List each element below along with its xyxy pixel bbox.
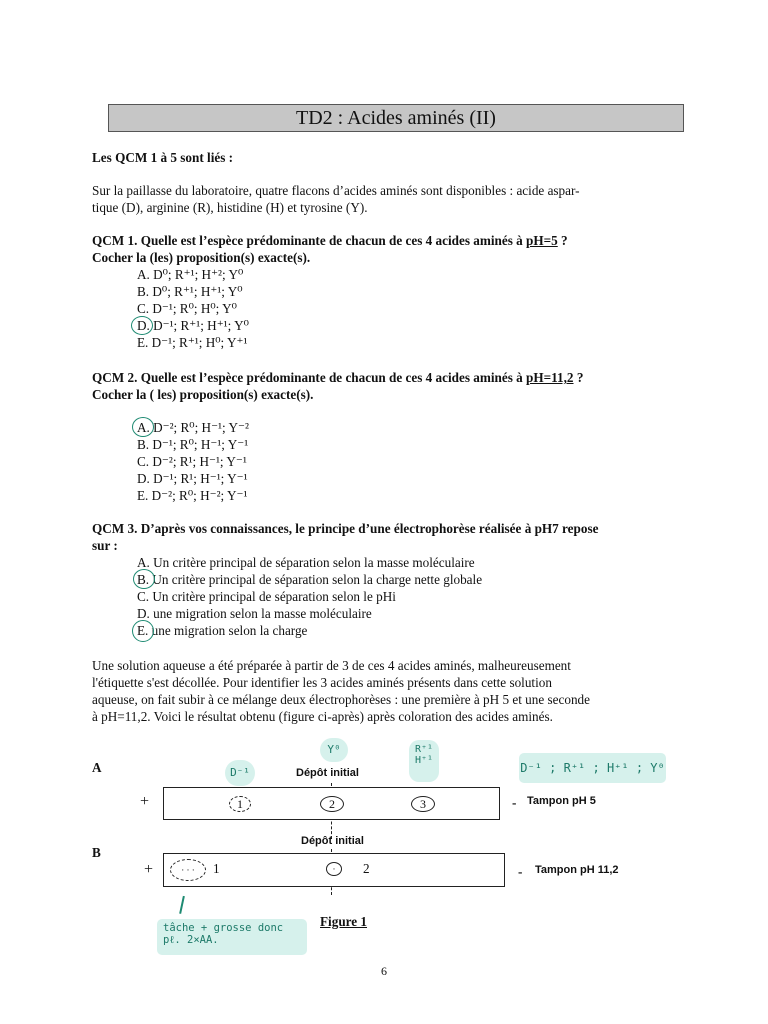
qcm3-question-line2: sur : bbox=[92, 538, 118, 553]
gel-b-buffer: Tampon pH 11,2 bbox=[535, 864, 619, 876]
annot-h: H⁺¹ bbox=[414, 755, 434, 766]
qcm3-question-line1: QCM 3. D’après vos connaissances, le principe d’une électrophorèse réalisée à pH7 repose bbox=[92, 521, 599, 536]
gel-b-label: B bbox=[92, 845, 101, 860]
gel-a-plus: + bbox=[140, 793, 150, 810]
qcm1-option-d[interactable]: D. D⁻¹; R⁺¹; H⁺¹; Y⁰ bbox=[137, 318, 249, 333]
qcm3-option-c[interactable]: C. Un critère principal de séparation selon le pHi bbox=[137, 589, 396, 604]
page-title: TD2 : Acides aminés (II) bbox=[108, 104, 684, 132]
solution-line4: à pH=11,2. Voici le résultat obtenu (figure ci-après) après coloration des acides aminés. bbox=[92, 709, 553, 724]
annot-arrow bbox=[179, 896, 186, 914]
qcm3-option-a[interactable]: A. Un critère principal de séparation selon la masse moléculaire bbox=[137, 555, 475, 570]
qcm3-option-b[interactable]: B. Un critère principal de séparation selon la charge nette globale bbox=[137, 572, 483, 587]
qcm2-instruction: Cocher la ( les) proposition(s) exacte(s). bbox=[92, 387, 314, 402]
qcm2-question-end: ? bbox=[573, 370, 584, 385]
solution-line2: l'étiquette s'est décollée. Pour identifier les 3 acides aminés présents dans cette solution bbox=[92, 675, 552, 690]
intro-text-line1: Sur la paillasse du laboratoire, quatre flacons d’acides aminés sont disponibles : acide aspar- bbox=[92, 183, 580, 198]
qcm3-answer-circle-b bbox=[133, 569, 155, 589]
gel-a-spot-2: 2 bbox=[320, 796, 344, 812]
gel-b-spot-2-label: 2 bbox=[363, 861, 370, 876]
gel-b-spot-2-mark: · bbox=[326, 862, 342, 876]
qcm1-question-text: QCM 1. Quelle est l’espèce prédominante de chacun de ces 4 acides aminés à bbox=[92, 233, 527, 248]
page-number: 6 bbox=[381, 964, 387, 978]
gel-a-minus: - bbox=[512, 795, 517, 810]
annot-rh bbox=[409, 740, 439, 782]
intro-text-line2: tique (D), arginine (R), histidine (H) et tyrosine (Y). bbox=[92, 200, 368, 215]
qcm2-answer-circle bbox=[132, 417, 154, 437]
qcm3-option-d[interactable]: D. une migration selon la masse moléculaire bbox=[137, 606, 372, 621]
qcm1-option-b[interactable]: B. D⁰; R⁺¹; H⁺¹; Y⁰ bbox=[137, 284, 243, 299]
qcm1-question bbox=[92, 233, 568, 249]
annot-r: R⁺¹ bbox=[414, 744, 434, 755]
gel-b-plus: + bbox=[144, 861, 154, 878]
gel-a-deposit-label: Dépôt initial bbox=[296, 767, 359, 779]
annot-summary: D⁻¹ ; R⁺¹ ; H⁺¹ ; Y⁰ bbox=[519, 753, 666, 783]
gel-b-minus: - bbox=[518, 864, 523, 879]
qcm1-option-c[interactable]: C. D⁻¹; R⁰; H⁰; Y⁰ bbox=[137, 301, 237, 316]
qcm1-question-end: ? bbox=[557, 233, 568, 248]
gel-a-spot-3: 3 bbox=[411, 796, 435, 812]
annot-note bbox=[157, 919, 307, 955]
annot-note-line2: pℓ. 2×AA. bbox=[163, 934, 219, 946]
qcm1-answer-circle bbox=[131, 316, 153, 335]
annot-d: D⁻¹ bbox=[225, 760, 255, 786]
gel-b-spot-1-label: 1 bbox=[213, 861, 220, 876]
qcm1-option-a[interactable]: A. D⁰; R⁺¹; H⁺²; Y⁰ bbox=[137, 267, 244, 282]
qcm2-option-a[interactable]: A. D⁻²; R⁰; H⁻¹; Y⁻² bbox=[137, 420, 249, 435]
gel-b-spot-large: · · · bbox=[170, 859, 206, 881]
gel-a-label: A bbox=[92, 760, 102, 775]
solution-line1: Une solution aqueuse a été préparée à partir de 3 de ces 4 acides aminés, malheureusement bbox=[92, 658, 571, 673]
qcm2-question bbox=[92, 370, 583, 386]
intro-heading: Les QCM 1 à 5 sont liés : bbox=[92, 150, 234, 165]
figure-caption: Figure 1 bbox=[320, 914, 368, 929]
qcm2-option-c[interactable]: C. D⁻²; R¹; H⁻¹; Y⁻¹ bbox=[137, 454, 247, 469]
qcm1-option-e[interactable]: E. D⁻¹; R⁺¹; H⁰; Y⁺¹ bbox=[137, 335, 248, 350]
qcm1-instruction: Cocher la (les) proposition(s) exacte(s). bbox=[92, 250, 311, 265]
gel-a-buffer: Tampon pH 5 bbox=[527, 795, 596, 807]
annot-y: Y⁰ bbox=[320, 738, 348, 762]
qcm2-ph: pH=11,2 bbox=[526, 370, 574, 385]
qcm1-ph: pH=5 bbox=[526, 233, 558, 248]
gel-a-spot-1: 1 bbox=[229, 796, 251, 812]
qcm2-option-b[interactable]: B. D⁻¹; R⁰; H⁻¹; Y⁻¹ bbox=[137, 437, 249, 452]
qcm3-option-e[interactable]: E. une migration selon la charge bbox=[137, 623, 308, 638]
annot-note-line1: tâche + grosse donc bbox=[163, 922, 284, 934]
qcm2-option-e[interactable]: E. D⁻²; R⁰; H⁻²; Y⁻¹ bbox=[137, 488, 248, 503]
qcm3-answer-circle-e bbox=[132, 620, 154, 642]
qcm2-question-text: QCM 2. Quelle est l’espèce prédominante de chacun de ces 4 acides aminés à bbox=[92, 370, 527, 385]
qcm2-option-d[interactable]: D. D⁻¹; R¹; H⁻¹; Y⁻¹ bbox=[137, 471, 248, 486]
gel-b-deposit-label: Dépôt initial bbox=[301, 835, 364, 847]
solution-line3: aqueuse, on fait subir à ce mélange deux électrophorèses : une première à pH 5 et une seconde bbox=[92, 692, 590, 707]
